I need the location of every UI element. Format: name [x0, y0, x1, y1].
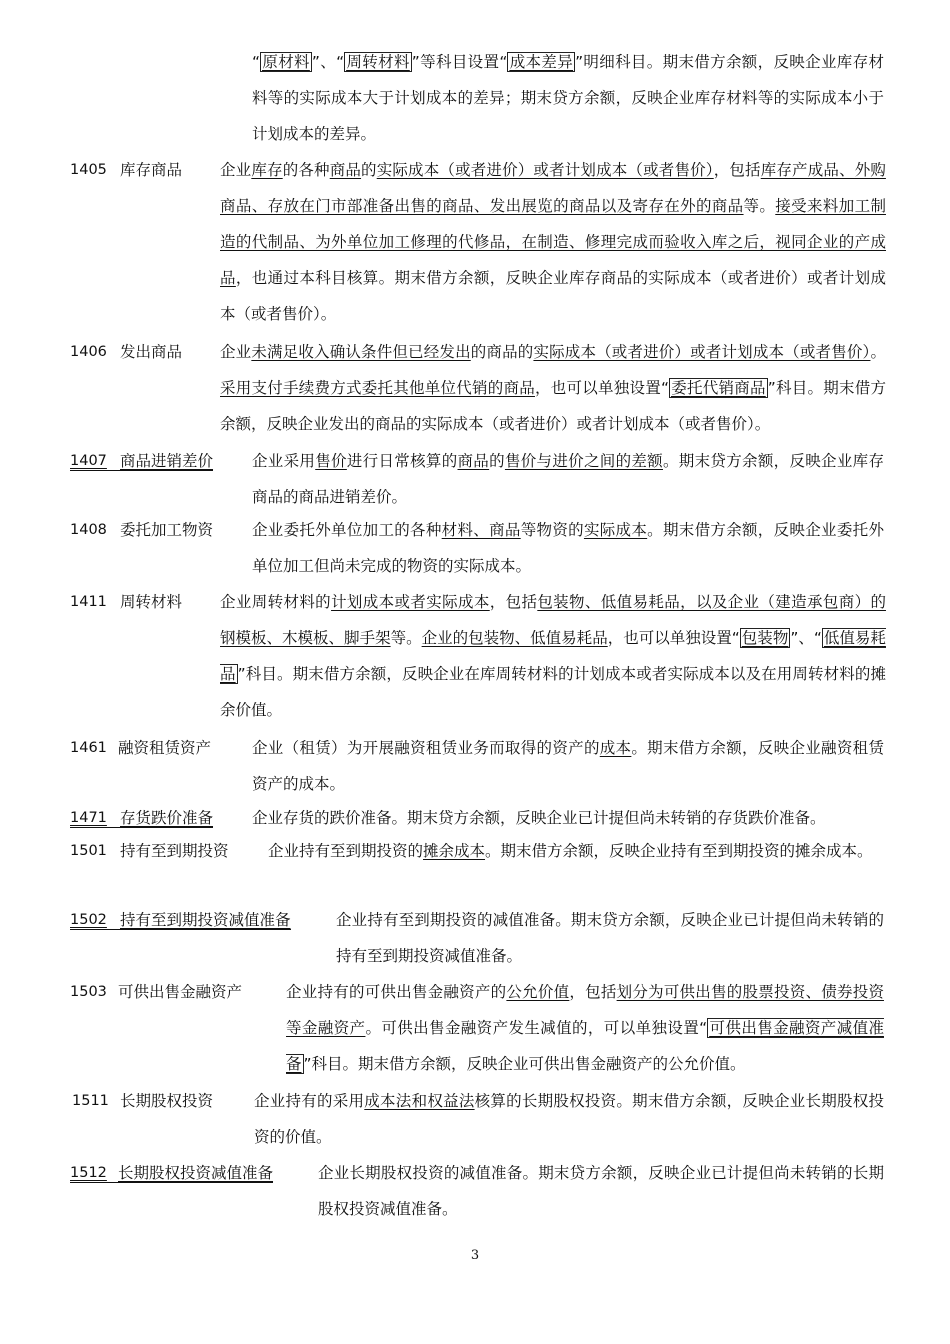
- text-run: ，也可以单独设置“: [607, 629, 740, 647]
- account-code: 1511: [72, 1093, 109, 1109]
- text-run: ”等科目设置“: [411, 53, 508, 71]
- text-run: ，包括: [489, 593, 538, 611]
- text-run: 核算的长期股权投资。期末借方余额，反映企业长期股权投资的价值。: [254, 1092, 884, 1146]
- account-description: [254, 1083, 884, 1155]
- account-name: 长期股权投资减值准备: [118, 1164, 274, 1182]
- text-run: 等。: [390, 629, 422, 647]
- underlined-term: 成本: [599, 739, 632, 757]
- account-code: 1501: [70, 843, 107, 859]
- account-code: 1406: [70, 344, 107, 360]
- account-name: 持有至到期投资减值准备: [120, 911, 291, 929]
- underlined-term: 企业的包装物、低值易耗品: [421, 629, 608, 647]
- text-run: ”、“: [790, 629, 822, 647]
- text-run: 企业持有至到期投资的减值准备。期末贷方余额，反映企业已计提但尚未转销的持有至到期投资减值准备。: [336, 911, 884, 965]
- account-description: [268, 833, 884, 869]
- account-description: [318, 1155, 884, 1227]
- text-run: ”科目。期末借方余额，反映企业在库周转材料的计划成本或者实际成本以及在用周转材料的摊余价值。: [220, 665, 886, 719]
- text-run: 。期末贷方余额，反映企业库存商品的商品进销差价。: [252, 452, 884, 506]
- text-run: 企业委托外单位加工的各种: [252, 521, 442, 539]
- text-run: 企业（租赁）为开展融资租赁业务而取得的资产的: [252, 739, 600, 757]
- text-run: 企业周转材料的: [220, 593, 332, 611]
- text-run: ”明细科目。期末借方余额，反映企业库存材料等的实际成本大于计划成本的差异；期末贷方余额，反映企业库存材料等的实际成本小于计划成本的差异。: [252, 53, 884, 143]
- account-name: 商品进销差价: [120, 452, 214, 470]
- text-run: ”、“: [311, 53, 345, 71]
- underlined-term: 实际成本（或者进价）或者计划成本（或者售价）: [376, 161, 714, 179]
- account-description: [252, 512, 884, 584]
- account-description: [252, 730, 884, 802]
- text-run: ，包括: [569, 983, 617, 1001]
- underlined-term: 售价: [315, 452, 347, 470]
- boxed-term: 成本差异: [509, 53, 574, 71]
- text-run: 进行日常核算的: [346, 452, 458, 470]
- account-code: 1408: [70, 522, 107, 538]
- boxed-term: 可供出售金融资产减值准备: [286, 1019, 884, 1073]
- text-run: 。期末借方余额，反映企业持有至到期投资的摊余成本。: [485, 842, 873, 860]
- underlined-term: 成本法和权益法: [364, 1092, 475, 1110]
- boxed-term: 委托代销商品: [670, 379, 766, 397]
- text-run: ，包括: [713, 161, 761, 179]
- text-run: 的: [361, 161, 377, 179]
- account-name: 可供出售金融资产: [118, 983, 243, 1001]
- text-run: ，也通过本科目核算。期末借方余额，反映企业库存商品的实际成本（或者进价）或者计划成本（或者售价）。: [220, 269, 886, 323]
- account-name: 长期股权投资: [120, 1092, 214, 1110]
- text-run: 的: [489, 452, 505, 470]
- account-code: 1503: [70, 984, 107, 1000]
- account-name: 持有至到期投资: [120, 842, 229, 860]
- underlined-term: 划分为可供出售的股票投资、债券投资等金融资产: [286, 983, 884, 1037]
- text-run: 企业采用: [252, 452, 316, 470]
- account-name: 融资租赁资产: [118, 739, 212, 757]
- account-name: 周转材料: [120, 593, 183, 611]
- page-number: 3: [470, 1248, 480, 1263]
- underlined-term: 包装物、低值易耗品，以及企业（建造承包商）的钢模板、木模板、脚手架: [220, 593, 886, 647]
- account-description: [252, 443, 884, 515]
- underlined-term: 实际成本: [583, 521, 648, 539]
- text-run: 企业持有的采用: [254, 1092, 365, 1110]
- text-run: ”科目。期末借方余额，反映企业可供出售金融资产的公允价值。: [303, 1055, 746, 1073]
- boxed-term: 原材料: [262, 53, 310, 71]
- underlined-term: 售价与进价之间的差额: [504, 452, 663, 470]
- underlined-term: 库存: [251, 161, 283, 179]
- account-name: 存货跌价准备: [120, 809, 214, 827]
- continuation-paragraph: [252, 44, 884, 152]
- text-run: ，也可以单独设置“: [534, 379, 669, 397]
- account-code: 1502: [70, 912, 107, 928]
- text-run: 企业持有至到期投资的: [268, 842, 424, 860]
- boxed-term: 周转材料: [346, 53, 410, 71]
- underlined-term: 商品: [329, 161, 362, 179]
- text-run: 企业存货的跌价准备。期末贷方余额，反映企业已计提但尚未转销的存货跌价准备。: [252, 809, 826, 827]
- underlined-term: 接受来料加工制造的代制品、为外单位加工修理的代修品，在制造、修理完成而验收入库之后，视同企业的产成品: [220, 197, 886, 287]
- account-name: 库存商品: [120, 161, 183, 179]
- text-run: 的商品的: [470, 343, 534, 361]
- text-run: 企业长期股权投资的减值准备。期末贷方余额，反映企业已计提但尚未转销的长期股权投资减值准备。: [318, 1164, 884, 1218]
- text-run: 。期末借方余额，反映企业融资租赁资产的成本。: [252, 739, 884, 793]
- text-run: “: [252, 53, 261, 71]
- account-description: [220, 334, 886, 442]
- text-run: ”科目。期末借方余额，反映企业发出的商品的实际成本（或者进价）或者计划成本（或者售价）。: [220, 379, 886, 433]
- underlined-term: 实际成本（或者进价）或者计划成本（或者售价）: [533, 343, 871, 361]
- account-description: [336, 902, 884, 974]
- text-run: 的各种: [282, 161, 330, 179]
- underlined-term: 商品: [457, 452, 490, 470]
- underlined-term: 材料、商品: [441, 521, 521, 539]
- account-code: 1407: [70, 453, 107, 469]
- account-description: [220, 584, 886, 728]
- text-run: 。可供出售金融资产发生减值的，可以单独设置“: [365, 1019, 708, 1037]
- text-run: 等。: [743, 197, 776, 215]
- text-run: 。: [870, 343, 886, 361]
- underlined-term: 公允价值: [506, 983, 570, 1001]
- underlined-term: 摊余成本: [423, 842, 486, 860]
- account-code: 1405: [70, 162, 107, 178]
- boxed-term: 低值易耗品: [220, 629, 886, 683]
- account-description: [286, 974, 884, 1082]
- text-run: 企业: [220, 161, 252, 179]
- boxed-term: 包装物: [741, 629, 789, 647]
- account-description: [252, 800, 884, 836]
- account-code: 1512: [70, 1165, 107, 1181]
- underlined-term: 采用支付手续费方式委托其他单位代销的商品: [220, 379, 535, 397]
- account-code: 1471: [70, 810, 107, 826]
- account-code: 1411: [70, 594, 107, 610]
- account-name: 委托加工物资: [120, 521, 214, 539]
- underlined-term: 计划成本或者实际成本: [331, 593, 490, 611]
- text-run: 企业: [220, 343, 252, 361]
- text-run: 企业持有的可供出售金融资产的: [286, 983, 507, 1001]
- account-description: [220, 152, 886, 332]
- account-code: 1461: [70, 740, 107, 756]
- text-run: 等物资的: [520, 521, 584, 539]
- underlined-term: 未满足收入确认条件但已经发出: [251, 343, 471, 361]
- text-run: 。期末借方余额，反映企业委托外单位加工但尚未完成的物资的实际成本。: [252, 521, 884, 575]
- underlined-term: 库存产成品、外购商品、存放在门市部准备出售的商品、发出展览的商品以及寄存在外的商品: [220, 161, 886, 215]
- account-name: 发出商品: [120, 343, 183, 361]
